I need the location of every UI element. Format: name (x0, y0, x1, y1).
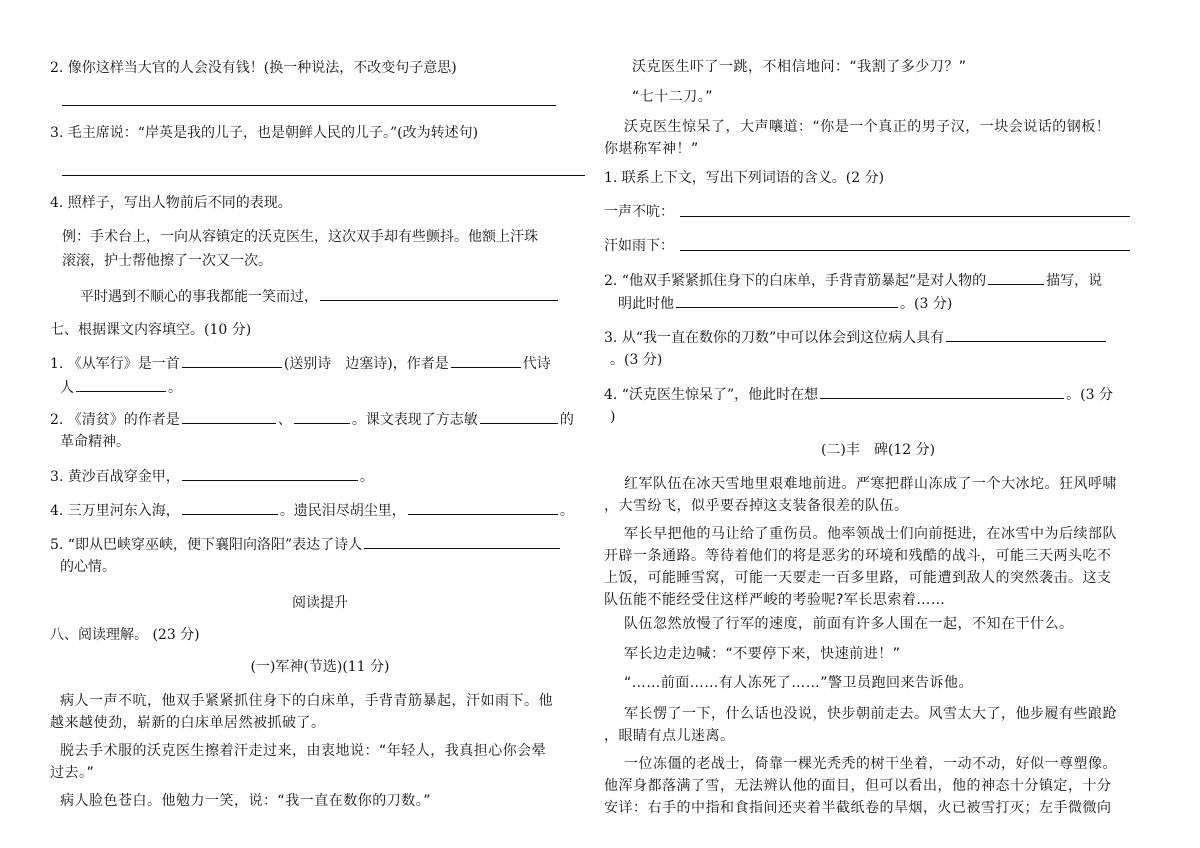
passage-1-line-3: 脱去手术服的沃克医生擦着汗走过来，由衷地说：“年轻人，我真担心你会晕 (60, 743, 547, 759)
fill-item-5-text-a: 5. “即从巴峡穿巫峡，便下襄阳向洛阳”表达了诗人 (50, 537, 363, 553)
passage-2-line-12: 一位冻僵的老战士，倚靠一棵光秃秃的树干坐着，一动不动，好似一尊塑像。 (624, 756, 1117, 772)
reading-question-1: 1. 联系上下文，写出下列词语的含义。(2 分) (604, 170, 885, 186)
passage-1-line-2: 越来越使劲，崭新的白床单居然被抓破了。 (50, 715, 326, 731)
blank-author-2[interactable] (294, 409, 350, 424)
fill-item-1-text-d: 人 (60, 380, 74, 396)
fill-item-1-text-b: (送别诗 边塞诗)，作者是 (283, 356, 449, 372)
passage-2-title: (二)丰 碑(12 分) (820, 442, 936, 458)
passage-2-line-7: 队伍忽然放慢了行军的速度，前面有许多人围在一起，不知在干什么。 (624, 616, 1074, 632)
fill-item-5 (50, 534, 562, 555)
term-1-label: 一声不吭： (604, 204, 674, 220)
fill-item-4-text-a: 4. 三万里河东入海， (50, 503, 180, 519)
passage-2-line-8: 军长边走边喊：“不要停下来，快速前进！” (624, 646, 901, 662)
question-4: 4. 照样子，写出人物前后不同的表现。 (50, 195, 292, 211)
section-8-heading: 八、阅读理解。 (23 分) (50, 627, 200, 643)
passage-2-line-13: 他浑身都落满了雪，无法辨认他的面目，但可以看出，他的神态十分镇定，十分 (604, 778, 1112, 794)
passage-2-line-14: 安详：右手的中指和食指间还夹着半截纸卷的旱烟，火已被雪打灭；左手微微向 (604, 800, 1112, 816)
passage-1-line-8: 沃克医生惊呆了，大声嚷道：“你是一个真正的男子汉，一块会说话的钢板！ (624, 119, 1111, 135)
fill-item-2-text-c: 。课文表现了方志敏 (351, 412, 478, 428)
blank-description-type[interactable] (988, 270, 1044, 285)
question-2: 2. 像你这样当大官的人会没有钱！(换一种说法，不改变句子意思) (50, 60, 457, 76)
section-7-heading: 七、根据课文内容填空。(10 分) (50, 322, 252, 338)
example-line-1: 例：手术台上，一向从容镇定的沃克医生，这次双手却有些颤抖。他额上汗珠 (62, 229, 538, 245)
term-2-label: 汗如雨下： (604, 238, 674, 254)
example-line-2: 滚滚，护士帮他擦了一次又一次。 (62, 253, 272, 269)
answer-line-term-2 (680, 250, 1130, 251)
fill-item-3 (50, 466, 374, 487)
reading-question-4-text-b: 。(3 分 (1066, 387, 1113, 403)
blank-poem-line-4a[interactable] (182, 500, 278, 515)
blank-spirit[interactable] (480, 409, 558, 424)
passage-2-line-6: 队伍能不能经受住这样严峻的考验呢?军长思索着…… (604, 592, 946, 608)
blank-doctor-thought[interactable] (820, 384, 1064, 399)
blank-poet-dynasty[interactable] (76, 377, 166, 392)
reading-question-2-text-c: 明此时他 (618, 296, 674, 312)
passage-1-line-1: 病人一声不吭，他双手紧紧抓住身下的白床单，手背青筋暴起，汗如雨下。他 (60, 693, 553, 709)
blank-state-of-mind[interactable] (676, 293, 898, 308)
reading-question-4-text-a: 4. “沃克医生惊呆了”，他此时在想 (604, 387, 819, 403)
reading-question-4-cont: ) (610, 409, 616, 425)
passage-2-line-11: ，眼睛有点儿迷离。 (604, 728, 735, 744)
reading-question-3-cont: 。(3 分) (610, 352, 663, 368)
blank-poem-type[interactable] (182, 353, 282, 368)
fill-item-2-text-d: 的 (559, 412, 574, 428)
answer-line-term-1 (680, 216, 1130, 217)
reading-question-2-text-b: 描写，说 (1046, 273, 1103, 289)
fill-item-2 (50, 409, 574, 430)
fill-item-1-cont (60, 377, 182, 398)
reading-question-2-text-a: 2. “他双手紧紧抓住身下的白床单，手背青筋暴起”是对人物的 (604, 273, 987, 289)
passage-2-line-10: 军长愣了一下，什么话也没说，快步朝前走去。风雪太大了，他步履有些踉跄 (624, 706, 1117, 722)
fill-item-1-text-a: 1. 《从军行》是一首 (50, 356, 180, 372)
passage-2-line-2: ，大雪纷飞，似乎要吞掉这支装备很差的队伍。 (604, 498, 909, 514)
reading-question-3 (604, 327, 1108, 348)
reading-section-title: 阅读提升 (292, 595, 348, 611)
reading-question-2-text-d: 。(3 分) (900, 296, 953, 312)
blank-author[interactable] (182, 409, 276, 424)
fill-item-4-text-b: 。遗民泪尽胡尘里， (279, 503, 406, 519)
passage-2-line-4: 开辟一条通路。等待着他们的将是恶劣的环境和残酷的战斗，可能三天两头吃不 (604, 548, 1112, 564)
fill-item-2-text-b: 、 (277, 412, 292, 428)
reading-question-3-text-a: 3. 从“我一直在数你的刀数”中可以体会到这位病人具有 (604, 330, 945, 346)
passage-2-line-9: “……前面……有人冻死了……”警卫员跑回来告诉他。 (624, 675, 974, 691)
fill-item-4 (50, 500, 574, 521)
blank-poet-mood[interactable] (364, 534, 560, 549)
passage-1-line-9: 你堪称军神！” (604, 141, 699, 157)
reading-question-4 (604, 384, 1113, 405)
fill-item-2-text-a: 2. 《清贫》的作者是 (50, 412, 180, 428)
fill-item-1 (50, 353, 551, 374)
answer-line-q2 (62, 105, 556, 106)
reading-question-2 (604, 270, 1102, 291)
blank-poem-line-3[interactable] (182, 466, 358, 481)
blank-poem-line-4b[interactable] (408, 500, 558, 515)
answer-line-q3 (62, 175, 585, 176)
question-4-prompt (80, 286, 560, 307)
fill-item-1-text-e: 。 (168, 380, 182, 396)
question-4-prompt-text: 平时遇到不顺心的事我都能一笑而过， (80, 289, 318, 305)
passage-1-line-5: 病人脸色苍白。他勉力一笑，说：“我一直在数你的刀数。” (60, 793, 432, 809)
fill-item-4-text-c: 。 (559, 503, 574, 519)
question-3: 3. 毛主席说：“岸英是我的儿子，也是朝鲜人民的儿子。”(改为转述句) (50, 125, 479, 141)
reading-question-2-cont (618, 293, 952, 314)
fill-item-3-text-b: 。 (359, 469, 374, 485)
fill-item-3-text-a: 3. 黄沙百战穿金甲， (50, 469, 180, 485)
fill-item-5-cont: 的心情。 (60, 559, 116, 575)
blank-patient-quality[interactable] (946, 327, 1106, 342)
passage-2-line-1: 红军队伍在冰天雪地里艰难地前进。严寒把群山冻成了一个大冰坨。狂风呼啸 (624, 476, 1117, 492)
fill-item-2-cont: 革命精神。 (60, 434, 130, 450)
passage-1-line-6: 沃克医生吓了一跳，不相信地问：“我割了多少刀？” (632, 59, 967, 75)
answer-blank-q4[interactable] (320, 286, 558, 301)
passage-2-line-5: 上饭，可能睡雪窝，可能一天要走一百多里路，可能遭到敌人的突然袭击。这支 (604, 570, 1112, 586)
passage-1-title: (一)军神(节选)(11 分) (250, 659, 390, 675)
passage-1-line-4: 过去。” (50, 765, 95, 781)
blank-poet[interactable] (451, 353, 521, 368)
passage-2-line-3: 军长早把他的马让给了重伤员。他率领战士们向前挺进，在冰雪中为后续部队 (624, 526, 1117, 542)
fill-item-1-text-c: 代诗 (522, 356, 551, 372)
passage-1-line-7: “七十二刀。” (632, 89, 714, 105)
